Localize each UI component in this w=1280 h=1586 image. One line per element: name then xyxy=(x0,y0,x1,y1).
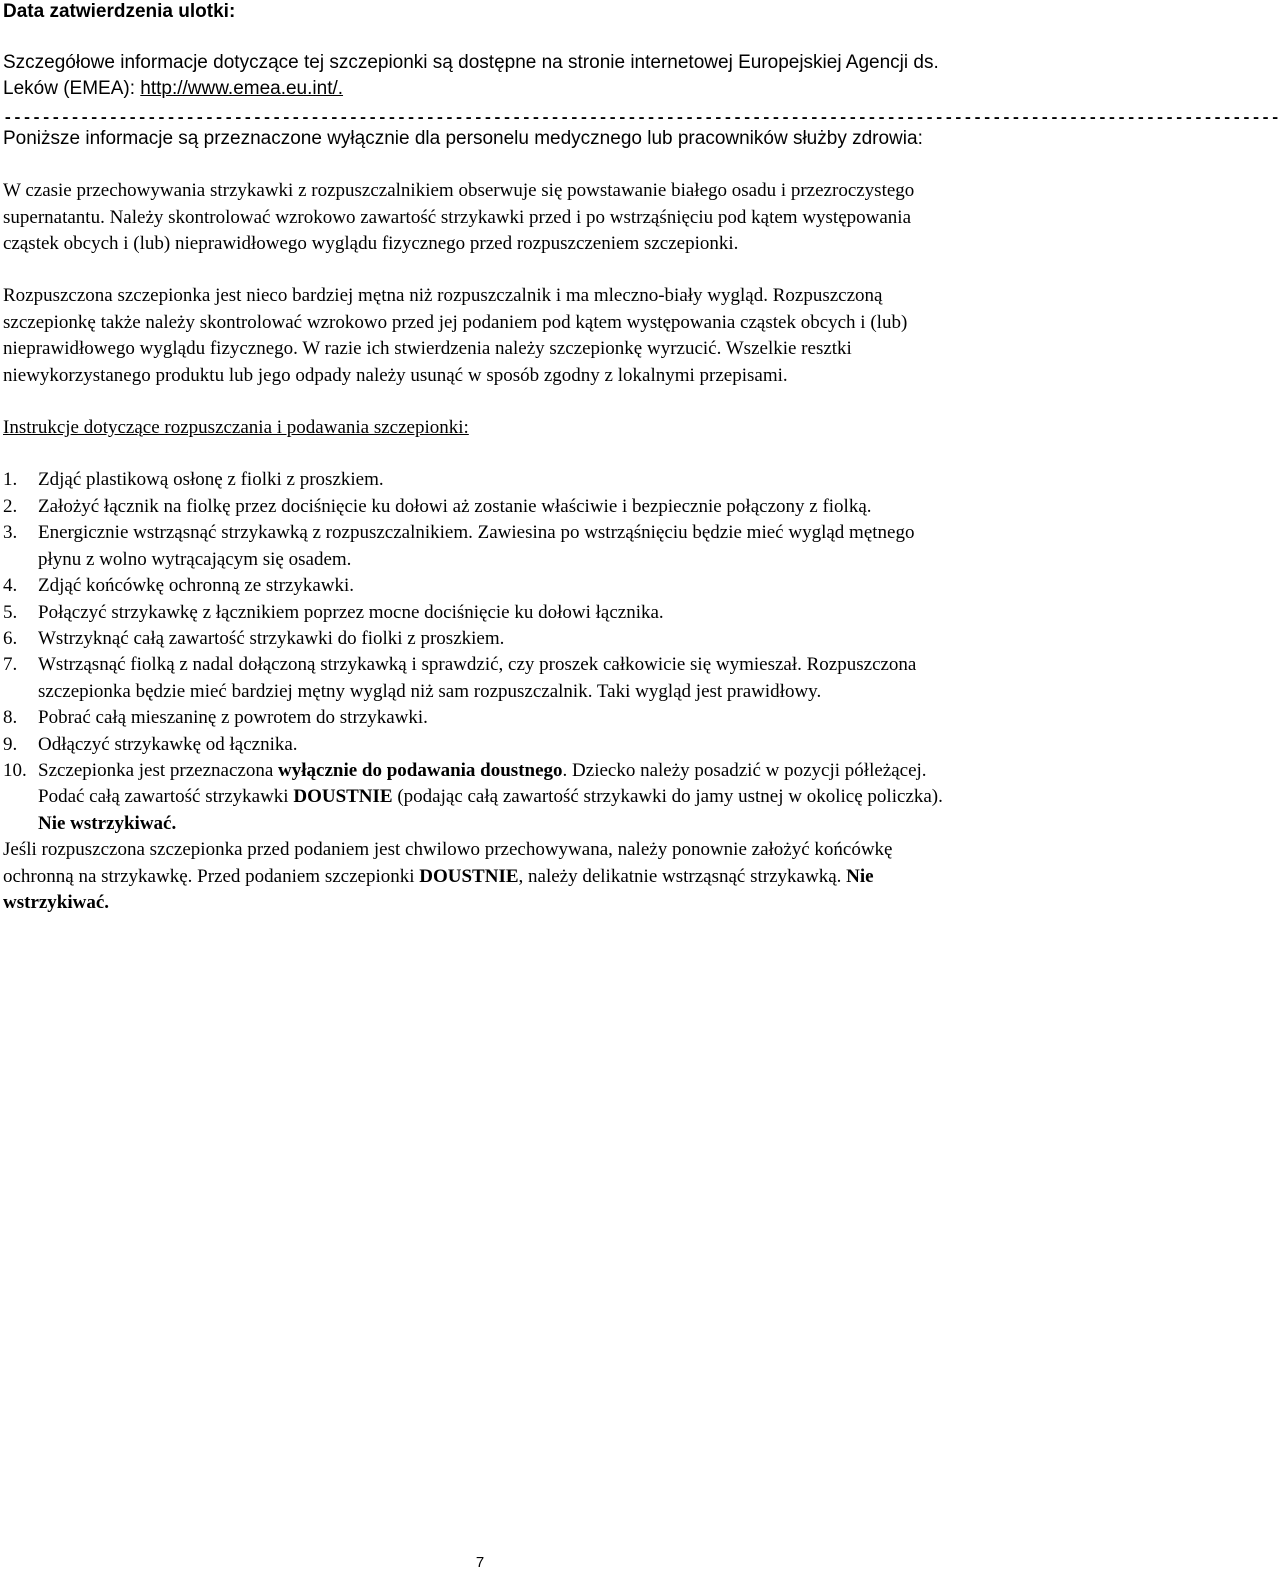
step-text: Wstrząsnąć fiolką z nadal dołączoną strzykawką i sprawdzić, czy proszek całkowicie się wymieszał. Rozpuszczona szczepionka będzie mieć bardziej mętny wygląd niż sam rozpuszczalnik. Taki wygląd jest prawidłowy. xyxy=(38,654,917,702)
step-text: Zdjąć końcówkę ochronną ze strzykawki. xyxy=(38,575,355,597)
step-text: Pobrać całą mieszaninę z powrotem do strzykawki. xyxy=(38,707,428,729)
list-item xyxy=(3,520,950,573)
step-number: 2. xyxy=(3,495,18,517)
step-number: 5. xyxy=(3,601,18,623)
step-number: 9. xyxy=(3,733,18,755)
final-bold-do-not-inject: Nie wstrzykiwać. xyxy=(3,865,874,913)
step-text: Wstrzyknąć całą zawartość strzykawki do fiolki z proszkiem. xyxy=(38,627,505,649)
step-number: 8. xyxy=(3,707,18,729)
step-text: Założyć łącznik na fiolkę przez dociśnięcie ku dołowi aż zostanie właściwie i bezpiecznie połączony z fiolką. xyxy=(38,495,872,517)
step-text: Szczepionka jest przeznaczona xyxy=(38,759,279,781)
step-number: 6. xyxy=(3,627,18,649)
storage-paragraph: W czasie przechowywania strzykawki z rozpuszczalnikiem obserwuje się powstawanie białego osadu i przezroczystego supernatantu. Należy skontrolować wzrokowo zawartość strzykawki przed i po wstrząśnięciu pod kątem występowania cząstek obcych i (lub) nieprawidłowego wyglądu fizycznego przed rozpuszczeniem szczepionki. xyxy=(3,180,915,255)
approval-date-heading: Data zatwierdzenia ulotki: xyxy=(3,1,236,22)
list-item xyxy=(3,626,950,652)
separator-line: ------------------------------------------------------------------------------------------------------------------------------------- xyxy=(3,108,1280,127)
document-content xyxy=(3,0,1280,916)
step-bold-orally: DOUSTNIE xyxy=(293,786,393,808)
step-text: Zdjąć plastikową osłonę z fiolki z proszkiem. xyxy=(38,469,384,491)
final-paragraph xyxy=(3,837,950,916)
step-number: 10. xyxy=(3,759,27,781)
page-number: 7 xyxy=(475,1554,485,1571)
step-text: (podając całą zawartość strzykawki do jamy ustnej w okolicę policzka). xyxy=(392,786,943,808)
step-number: 7. xyxy=(3,654,18,676)
emea-info-paragraph xyxy=(3,50,950,103)
instructions-heading: Instrukcje dotyczące rozpuszczania i podawania szczepionki: xyxy=(3,417,469,439)
list-item xyxy=(3,467,950,493)
list-item xyxy=(3,573,950,599)
step-number: 1. xyxy=(3,469,18,491)
list-item xyxy=(3,652,950,705)
reconstituted-paragraph: Rozpuszczona szczepionka jest nieco bardziej mętna niż rozpuszczalnik i ma mleczno-biały wygląd. Rozpuszczoną szczepionkę także należy skontrolować wzrokowo przed jej podaniem pod kątem występowania cząstek obcych i (lub) nieprawidłowego wyglądu fizycznego. W razie ich stwierdzenia należy szczepionkę wyrzucić. Wszelkie resztki niewykorzystanego produktu lub jego odpady należy usunąć w sposób zgodny z lokalnymi przepisami. xyxy=(3,285,908,386)
step-text: Energicznie wstrząsnąć strzykawką z rozpuszczalnikiem. Zawiesina po wstrząśnięciu będzie mieć wygląd mętnego płynu z wolno wytrącającym się osadem. xyxy=(38,522,915,570)
final-text: , należy delikatnie wstrząsnąć strzykawką. xyxy=(518,865,847,887)
professionals-note: Poniższe informacje są przeznaczone wyłącznie dla personelu medycznego lub pracowników służby zdrowia: xyxy=(3,127,923,149)
list-item xyxy=(3,732,950,758)
emea-link[interactable]: http://www.emea.eu.int/. xyxy=(140,78,344,100)
list-item xyxy=(3,758,950,837)
step-text: Odłączyć strzykawkę od łącznika. xyxy=(38,733,298,755)
list-item xyxy=(3,600,950,626)
step-bold-oral-only: wyłącznie do podawania doustnego xyxy=(278,759,563,781)
list-item xyxy=(3,705,950,731)
step-bold-do-not-inject: Nie wstrzykiwać. xyxy=(38,812,177,834)
emea-info-text: Szczegółowe informacje dotyczące tej szczepionki są dostępne na stronie internetowej Europejskiej Agencji ds. Leków (EMEA): xyxy=(3,52,939,100)
list-item xyxy=(3,494,950,520)
final-bold-orally: DOUSTNIE xyxy=(419,865,519,887)
step-text: Połączyć strzykawkę z łącznikiem poprzez mocne dociśnięcie ku dołowi łącznika. xyxy=(38,601,664,623)
final-text: Jeśli rozpuszczona szczepionka przed podaniem jest chwilowo przechowywana, należy ponownie założyć końcówkę ochronną na strzykawkę. Przed podaniem szczepionki xyxy=(3,839,893,887)
instructions-list xyxy=(3,467,950,837)
step-number: 3. xyxy=(3,522,18,544)
step-text: . Dziecko należy posadzić w pozycji półleżącej. Podać całą zawartość strzykawki xyxy=(38,759,927,808)
step-number: 4. xyxy=(3,575,18,597)
